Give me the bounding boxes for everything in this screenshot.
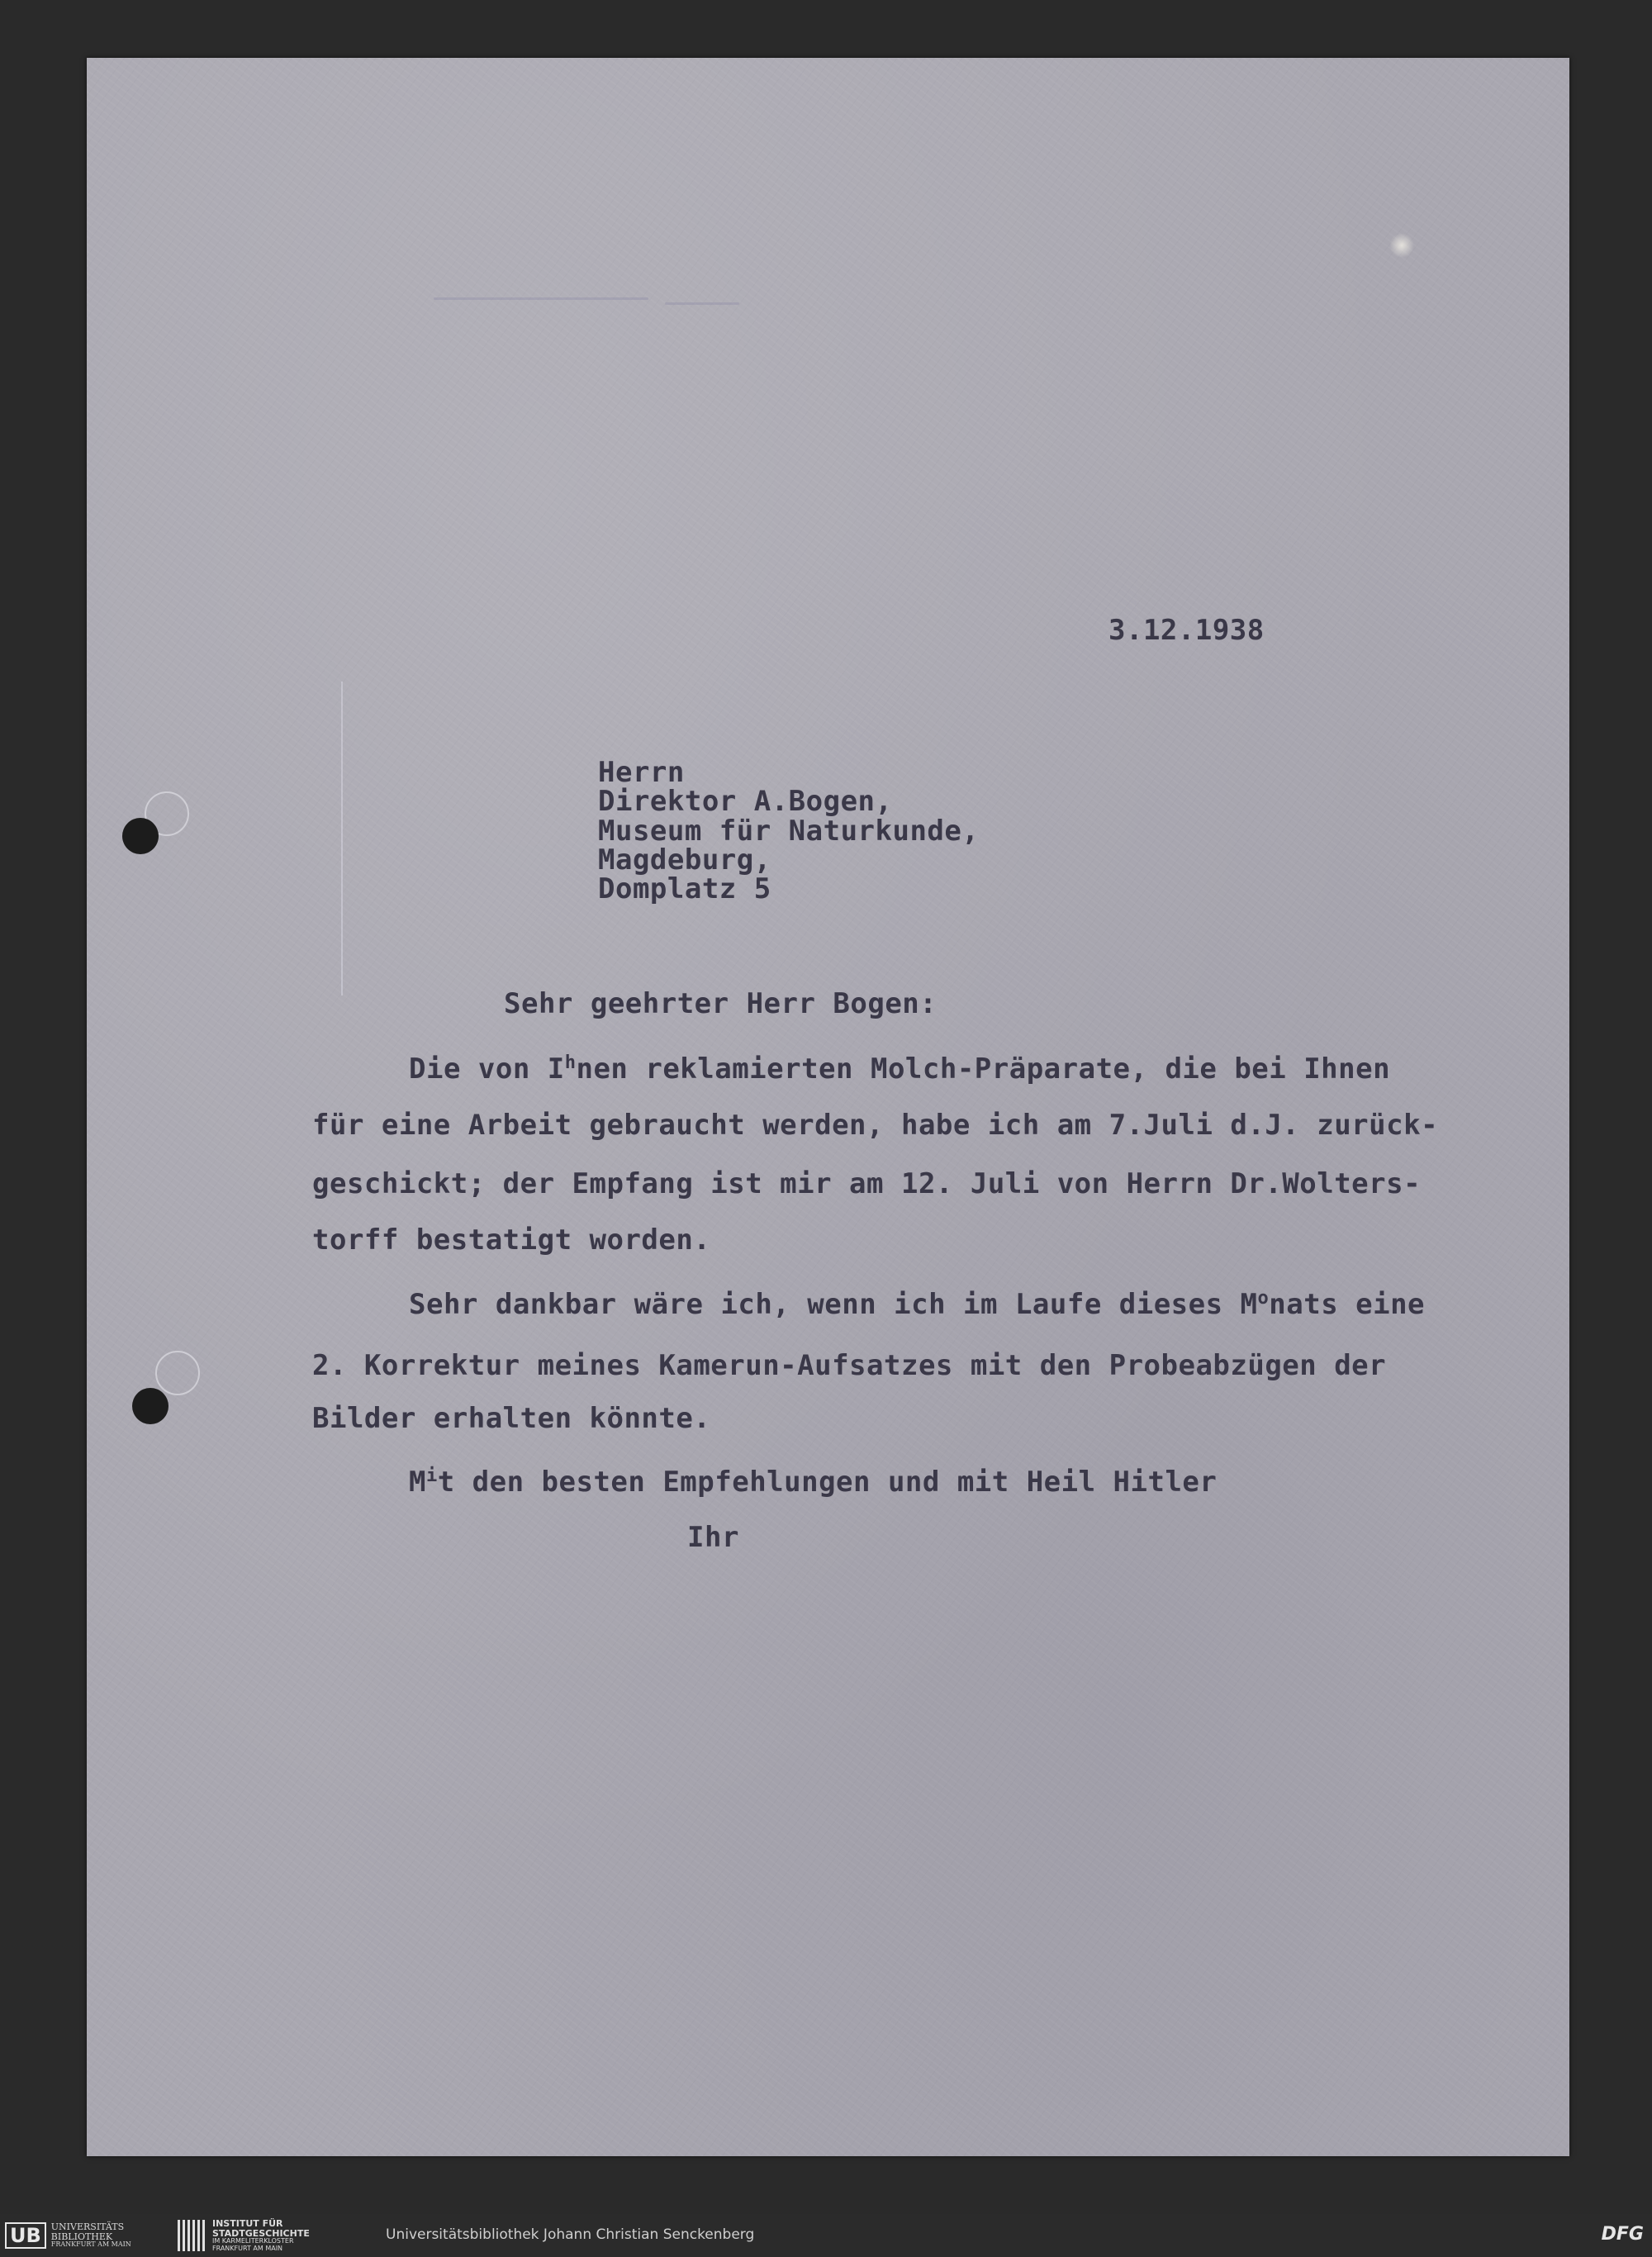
address-line: Museum für Naturkunde, [598, 815, 980, 848]
salutation: Sehr geehrter Herr Bogen: [504, 987, 938, 1020]
institute-logo-line: IM KARMELITERKLOSTER [212, 2237, 294, 2245]
punch-hole-ring [155, 1351, 200, 1395]
signoff: Ihr [687, 1521, 739, 1554]
closing-line: $M^it$ den besten Empfehlungen und mit Heil Hitler [409, 1466, 1218, 1499]
institute-logo-text [212, 2219, 310, 2252]
punch-hole [122, 818, 159, 854]
ub-logo [5, 2219, 131, 2252]
institute-logo-line: FRANKFURT AM MAIN [212, 2244, 283, 2252]
letter-date: 3.12.1938 [1108, 614, 1265, 647]
institute-logo-line: STADTGESCHICHTE [212, 2227, 310, 2239]
institute-logo-line: INSTITUT FÜR [212, 2218, 283, 2230]
footer-library-name: Universitätsbibliothek Johann Christian Senckenberg [386, 2226, 755, 2243]
ub-logo-line: FRANKFURT AM MAIN [50, 2240, 131, 2249]
ub-logo-line: BIBLIOTHEK [50, 2231, 113, 2242]
faint-mark [665, 302, 739, 305]
punch-hole [132, 1388, 169, 1424]
body-line: 2. Korrektur meines Kamerun-Aufsatzes mit den Probeabzügen der [312, 1349, 1387, 1382]
address-line: Direktor A.Bogen, [598, 785, 893, 818]
address-line: Herrn [598, 756, 685, 789]
letter-sheet [87, 58, 1569, 2156]
ub-logo-mark: UB [5, 2222, 46, 2249]
body-line: torff bestatigt worden. [312, 1224, 711, 1257]
address-line: Magdeburg, [598, 843, 771, 877]
address-line: Domplatz 5 [598, 872, 771, 905]
paper-spot [1389, 233, 1414, 258]
crease-line [341, 682, 343, 995]
body-line: Bilder erhalten könnte. [312, 1402, 711, 1435]
dfg-logo: DFG [1601, 2224, 1644, 2245]
faint-mark [434, 297, 648, 300]
institute-logo [178, 2219, 310, 2252]
body-line: Die von $I^hnen$ reklamierten Molch-Präparate, die bei Ihnen [409, 1052, 1391, 1086]
ub-logo-line: UNIVERSITÄTS [50, 2221, 125, 2233]
ub-logo-text [51, 2222, 131, 2248]
body-line: geschickt; der Empfang ist mir am 12. Juli von Herrn Dr.Wolters- [312, 1167, 1422, 1200]
institute-logo-icon [178, 2220, 206, 2251]
body-line: Sehr dankbar wäre ich, wenn ich im Laufe dieses $M^onats$ eine [409, 1288, 1426, 1321]
body-line: für eine Arbeit gebraucht werden, habe ich am 7.Juli d.J. zurück- [312, 1109, 1439, 1142]
